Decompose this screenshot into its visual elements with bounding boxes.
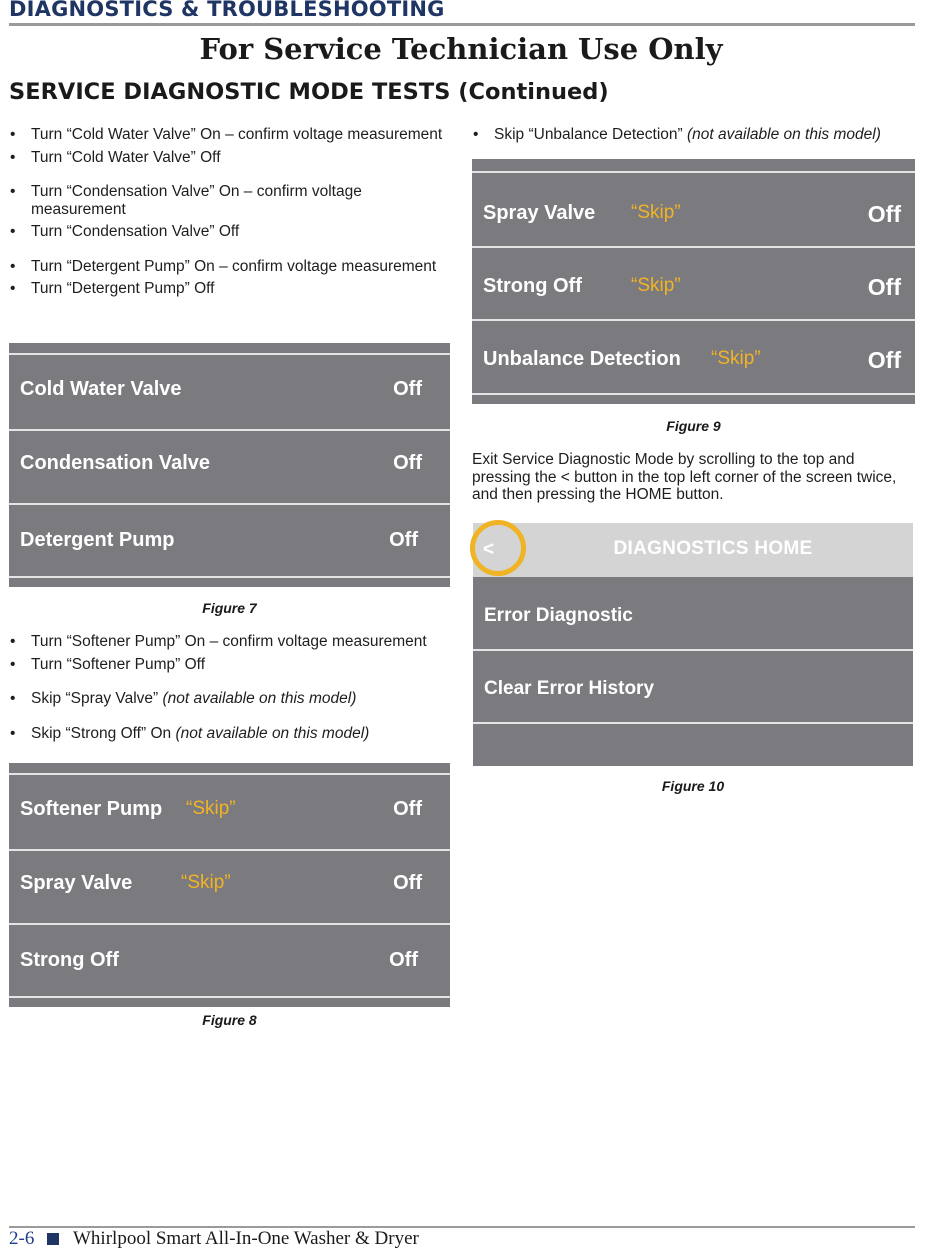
page-title: For Service Technician Use Only — [199, 32, 723, 66]
row-value: Off — [393, 798, 422, 820]
row-skip: “Skip” — [631, 275, 681, 296]
figure8-row-softener-pump — [9, 773, 450, 849]
bullet-item: • Skip “Unbalance Detection” (not available on this model) — [472, 126, 922, 144]
panel-footer-strip — [9, 576, 450, 587]
row-label: Spray Valve — [20, 872, 133, 894]
row-value: Off — [393, 378, 422, 400]
figure8-row-strong-off — [9, 923, 450, 997]
back-button-highlight-circle — [470, 520, 526, 576]
figure7-row-cold-water-valve — [9, 353, 450, 429]
row-value: Off — [389, 949, 418, 971]
bullet-list-valves — [9, 126, 454, 298]
row-value: Off — [393, 872, 422, 894]
menu-item-error-diagnostic[interactable] — [473, 577, 913, 651]
menu-item-empty — [473, 722, 913, 766]
footer-document-title: Whirlpool Smart All-In-One Washer & Dryer — [73, 1228, 419, 1249]
menu-item-clear-error-history[interactable] — [473, 649, 913, 722]
row-label: Spray Valve — [483, 202, 596, 224]
header-rule — [9, 23, 915, 26]
bullet-item: • Turn “Cold Water Valve” Off — [9, 149, 454, 167]
bullet-item: • Turn “Detergent Pump” On – confirm voltage measurement — [9, 258, 454, 276]
row-skip: “Skip” — [186, 798, 236, 819]
row-skip: “Skip” — [181, 872, 231, 893]
figure7-row-condensation-valve — [9, 429, 450, 503]
row-skip: “Skip” — [631, 202, 681, 223]
row-label: Strong Off — [483, 275, 582, 297]
bullet-item: • Turn “Softener Pump” Off — [9, 656, 454, 674]
bullet-item: • Turn “Condensation Valve” On – confirm voltage measurement — [9, 183, 454, 218]
row-label: Strong Off — [20, 949, 119, 971]
figure7-screen — [9, 343, 450, 587]
bullet-list-softener — [9, 633, 454, 742]
row-label: Unbalance Detection — [483, 348, 681, 370]
figure9-row-strong-off — [472, 246, 915, 319]
figure8-caption: Figure 8 — [202, 1012, 257, 1028]
bullet-list-unbalance — [472, 126, 922, 144]
bullet-item: • Turn “Condensation Valve” Off — [9, 223, 454, 241]
row-value: Off — [389, 529, 418, 551]
panel-footer-strip — [472, 393, 915, 404]
exit-instructions: Exit Service Diagnostic Mode by scrolling to the top and pressing the < button in the top left corner of the screen twice, and then pressing the HOME button. — [472, 451, 897, 503]
figure10-caption: Figure 10 — [661, 778, 725, 794]
row-label: Condensation Valve — [20, 452, 211, 474]
section-title: SERVICE DIAGNOSTIC MODE TESTS (Continued) — [9, 79, 609, 105]
row-value: Off — [393, 452, 422, 474]
figure9-screen — [472, 159, 915, 404]
row-value: Off — [867, 201, 901, 227]
figure8-row-spray-valve — [9, 849, 450, 923]
bullet-item: • Turn “Detergent Pump” Off — [9, 280, 454, 298]
footer-square-icon — [47, 1233, 59, 1245]
row-value: Off — [867, 347, 901, 373]
diagnostics-home-header — [473, 523, 913, 577]
figure8-screen — [9, 763, 450, 1007]
row-value: Off — [867, 274, 901, 300]
figure7-caption: Figure 7 — [202, 600, 257, 616]
section-header: DIAGNOSTICS & TROUBLESHOOTING — [9, 0, 445, 21]
panel-footer-strip — [9, 996, 450, 1007]
menu-item-label: Clear Error History — [484, 678, 655, 699]
figure10-screen — [473, 523, 913, 766]
figure7-row-detergent-pump — [9, 503, 450, 577]
bullet-item: • Skip “Strong Off” On (not available on this model) — [9, 725, 454, 743]
row-label: Cold Water Valve — [20, 378, 182, 400]
figure9-row-unbalance-detection — [472, 319, 915, 393]
menu-item-label: Error Diagnostic — [484, 605, 633, 626]
footer-page-number: 2-6 — [9, 1228, 35, 1249]
bullet-item: • Turn “Softener Pump” On – confirm voltage measurement — [9, 633, 454, 651]
row-label: Detergent Pump — [20, 529, 175, 551]
figure9-caption: Figure 9 — [666, 418, 721, 434]
back-button[interactable]: < — [483, 539, 495, 560]
figure9-row-spray-valve — [472, 171, 915, 246]
row-skip: “Skip” — [711, 348, 761, 369]
bullet-item: • Skip “Spray Valve” (not available on this model) — [9, 690, 454, 708]
row-label: Softener Pump — [20, 798, 163, 820]
bullet-item: • Turn “Cold Water Valve” On – confirm voltage measurement — [9, 126, 454, 144]
diagnostics-home-title: DIAGNOSTICS HOME — [613, 538, 813, 559]
